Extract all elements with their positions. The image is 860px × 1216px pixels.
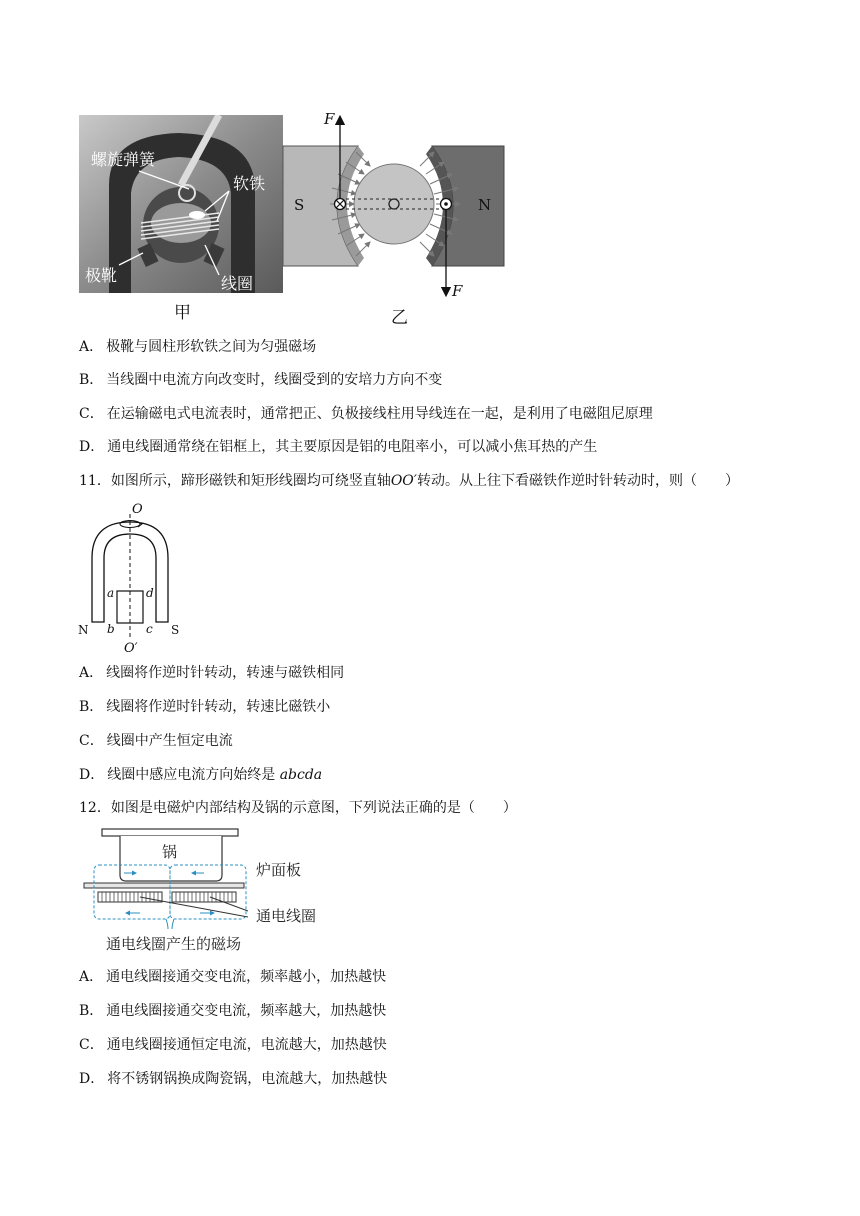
pole-label-s: S	[294, 196, 305, 214]
q12-option-c[interactable]: C． 通电线圈接通恒定电流，电流越大，加热越快	[79, 1037, 387, 1053]
q11-label-n: N	[78, 623, 89, 637]
label-pot: 锅	[162, 843, 178, 861]
label-spring: 螺旋弹簧	[91, 150, 156, 169]
q11-stem: 11．如图所示，蹄形磁铁和矩形线圈均可绕竖直轴OO′转动。从上往下看磁铁作逆时针转动时，则（ ）	[79, 473, 739, 489]
caption-jia: 甲	[174, 303, 191, 323]
q12-stem: 12．如图是电磁炉内部结构及锅的示意图，下列说法正确的是（ ）	[79, 800, 517, 816]
figure-yi-diagram	[280, 108, 510, 330]
label-coil: 线圈	[221, 274, 254, 293]
q10-option-a[interactable]: A． 极靴与圆柱形软铁之间为匀强磁场	[79, 339, 317, 355]
q12-option-b[interactable]: B． 通电线圈接通交变电流，频率越大，加热越快	[79, 1003, 387, 1019]
q11-label-c: c	[146, 622, 153, 636]
figure-jia-photo	[79, 115, 283, 293]
q11-label-a: a	[107, 586, 115, 600]
figure-q11-magnet	[76, 500, 186, 655]
label-panel: 炉面板	[256, 861, 302, 879]
label-coil-q12: 通电线圈	[256, 907, 317, 925]
pole-label-n: N	[478, 196, 492, 214]
q11-option-d[interactable]: D． 线圈中感应电流方向始终是 abcda	[79, 767, 323, 783]
q11-label-b: b	[107, 622, 115, 636]
q11-option-a[interactable]: A． 线圈将作逆时针转动，转速与磁铁相同	[79, 665, 345, 681]
q10-option-b[interactable]: B． 当线圈中电流方向改变时，线圈受到的安培力方向不变	[79, 372, 443, 388]
figure-q12-induction-cooker	[80, 825, 330, 955]
q11-label-d: d	[146, 586, 154, 600]
caption-yi: 乙	[391, 308, 408, 328]
q11-option-b[interactable]: B． 线圈将作逆时针转动，转速比磁铁小	[79, 699, 331, 715]
q11-label-o: O	[132, 502, 143, 517]
label-pole-shoe: 极靴	[85, 266, 118, 285]
force-label-bottom: F	[452, 282, 463, 300]
label-soft-iron: 软铁	[233, 174, 266, 193]
q11-option-c[interactable]: C． 线圈中产生恒定电流	[79, 733, 233, 749]
q10-option-d[interactable]: D． 通电线圈通常绕在铝框上，其主要原因是铝的电阻率小，可以减小焦耳热的产生	[79, 439, 598, 455]
q11-label-s: S	[171, 623, 180, 637]
q11-label-o-prime: O′	[124, 641, 138, 655]
q12-option-d[interactable]: D． 将不锈钢锅换成陶瓷锅，电流越大，加热越快	[79, 1071, 388, 1087]
q10-option-c[interactable]: C． 在运输磁电式电流表时，通常把正、负极接线柱用导线连在一起，是利用了电磁阻尼原理	[79, 406, 653, 422]
label-field: 通电线圈产生的磁场	[106, 935, 242, 953]
force-label-top: F	[324, 110, 335, 128]
q12-option-a[interactable]: A． 通电线圈接通交变电流，频率越小，加热越快	[79, 969, 387, 985]
